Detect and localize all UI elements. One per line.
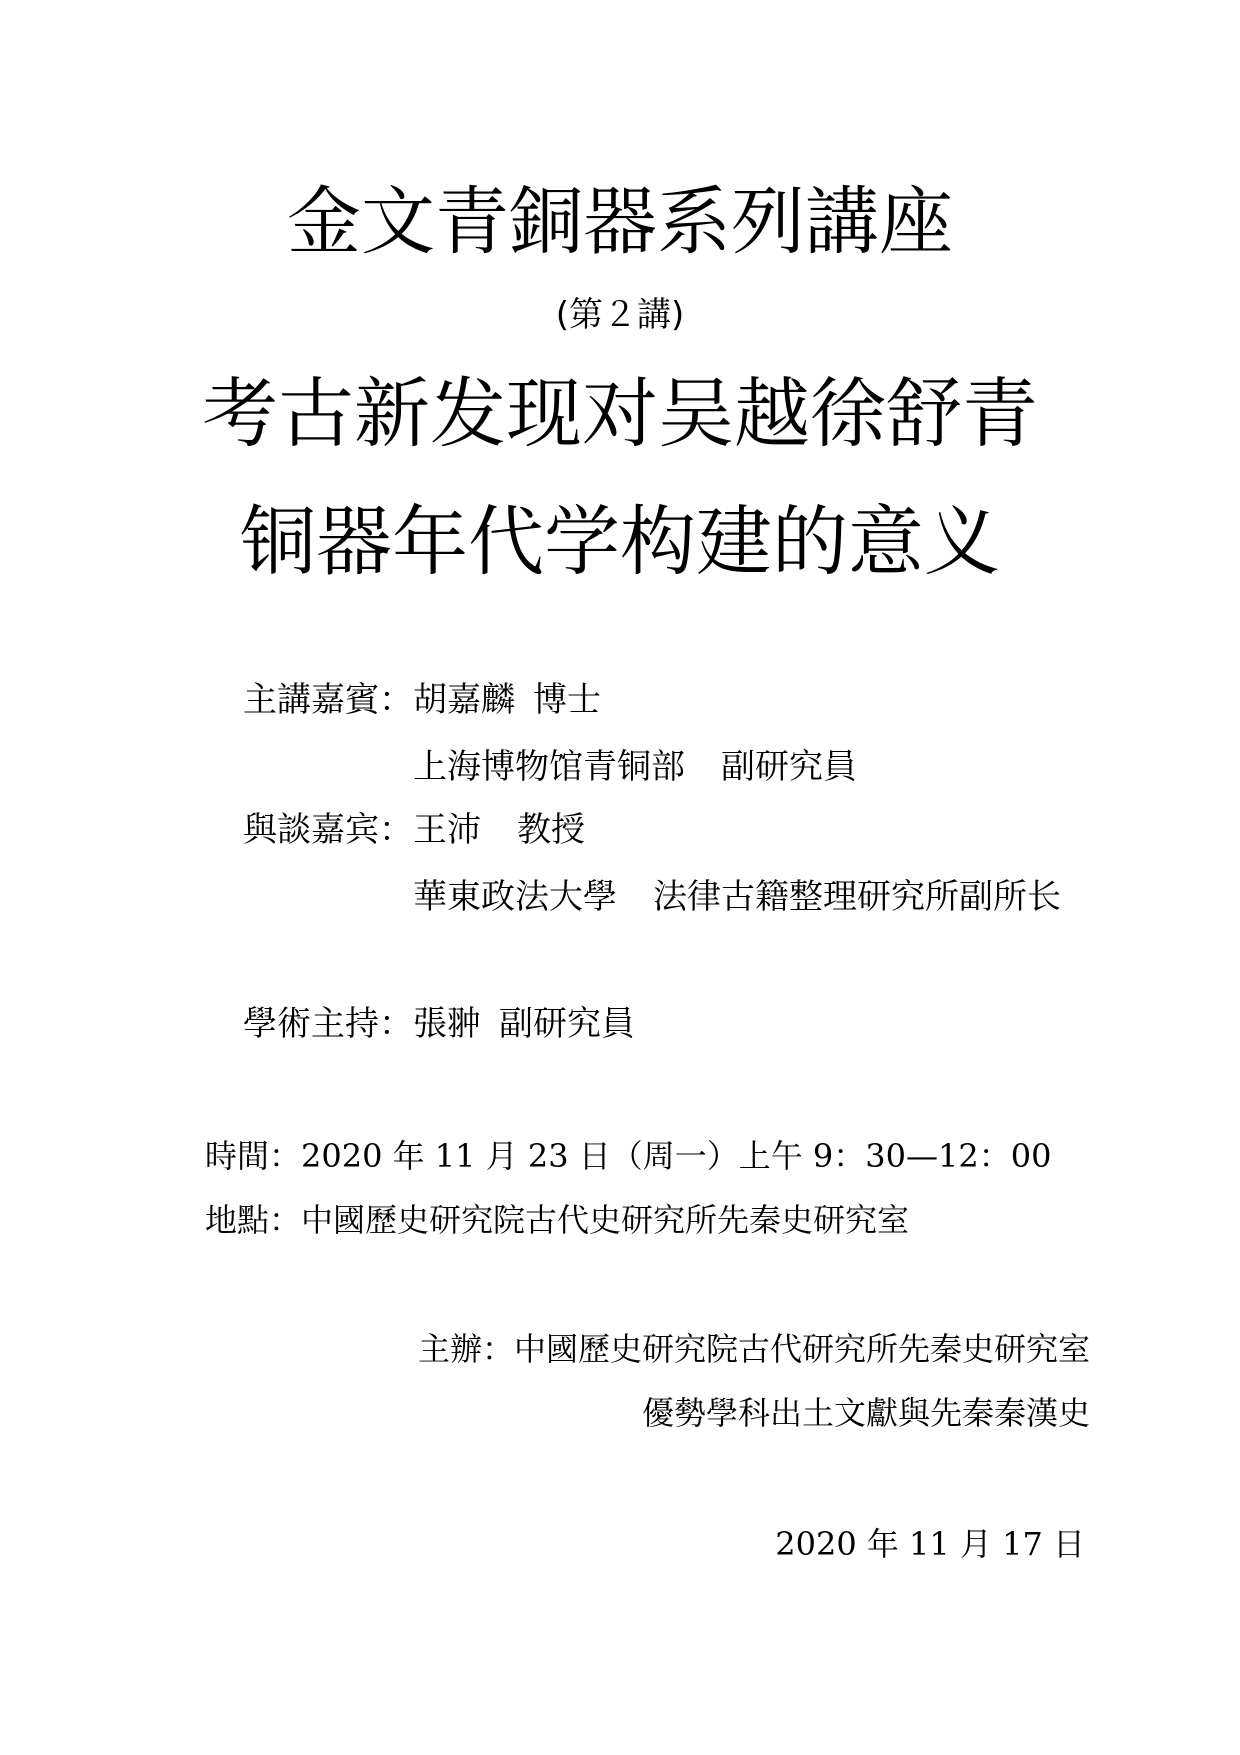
organizer-line-2: 優勢學科出土文獻與先秦秦漢史	[641, 1394, 1090, 1432]
discussant-name: 王沛	[413, 810, 481, 850]
place-row	[205, 1201, 910, 1239]
time-value: 2020 年 11 月 23 日（周一）上午 9：30—12：00	[301, 1137, 1052, 1175]
discussant-label: 與談嘉宾：	[243, 810, 413, 850]
discussant-title: 教授	[517, 810, 585, 850]
organizer-row	[417, 1330, 1090, 1368]
place-label: 地點：	[205, 1201, 302, 1239]
lecture-topic-line-1: 考古新发现对吴越徐舒青	[202, 369, 1038, 458]
discussant-row	[243, 810, 585, 850]
time-label: 時間：	[205, 1137, 302, 1175]
time-row	[205, 1137, 1052, 1175]
speaker-title: 博士	[533, 680, 601, 720]
speaker-name: 胡嘉麟	[413, 680, 515, 720]
series-title: 金文青銅器系列講座	[287, 179, 953, 265]
host-name: 張翀	[413, 1004, 481, 1044]
organizer-line-1: 中國歷史研究院古代研究所先秦史研究室	[513, 1330, 1090, 1368]
host-title: 副研究員	[499, 1004, 635, 1044]
speaker-position: 副研究員	[721, 747, 857, 787]
speaker-row	[243, 680, 601, 720]
speaker-affiliation-row	[413, 747, 857, 787]
host-label: 學術主持：	[243, 1004, 413, 1044]
issue-number: (第２講)	[555, 295, 685, 335]
speaker-label: 主講嘉賓：	[243, 680, 413, 720]
place-value: 中國歷史研究院古代史研究所先秦史研究室	[301, 1201, 910, 1239]
speaker-affiliation: 上海博物馆青铜部	[413, 747, 685, 787]
issue-date: 2020 年 11 月 17 日	[775, 1525, 1085, 1563]
lecture-topic-line-2: 铜器年代学构建的意义	[240, 497, 1000, 586]
discussant-affiliation: 華東政法大學	[413, 877, 617, 917]
host-row	[243, 1004, 635, 1044]
discussant-affiliation-row	[413, 877, 1061, 917]
discussant-position: 法律古籍整理研究所副所长	[653, 877, 1061, 917]
organizer-label: 主辦：	[417, 1330, 514, 1368]
